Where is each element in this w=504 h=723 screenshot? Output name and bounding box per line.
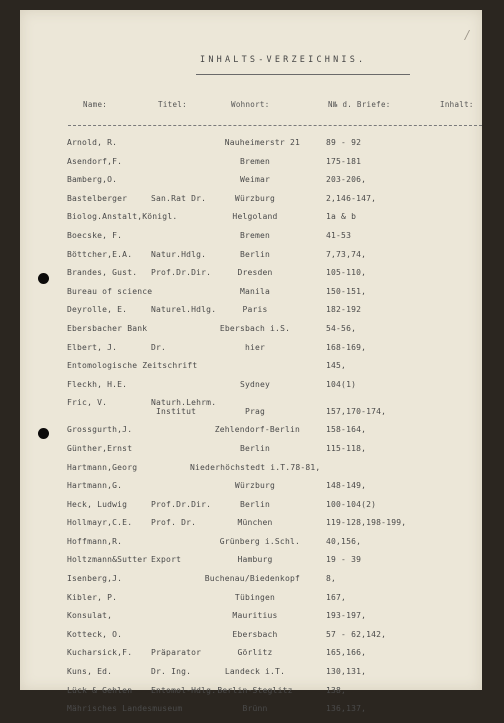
register-row [20, 138, 482, 157]
entry-place: Görlitz [237, 648, 273, 658]
register-row [20, 648, 482, 667]
entry-place: Zehlendorf-Berlin [214, 425, 300, 435]
title-underline [196, 74, 410, 75]
entry-place: Prag [244, 407, 266, 417]
entry-title: Naturh.Lehrm. Institut [151, 398, 217, 417]
entry-letter-numbers: 193-197, [326, 611, 367, 621]
entry-place: Paris [242, 305, 268, 315]
register-row [20, 157, 482, 176]
register-row [20, 537, 482, 556]
entry-name: Kuns, Ed. [67, 667, 113, 677]
entry-place: Tübingen [234, 592, 276, 602]
register-row [20, 667, 482, 686]
entry-name: Deyrolle, E. [67, 305, 128, 315]
entry-place: München [237, 518, 273, 528]
register-row [20, 500, 482, 519]
entry-place: hier [244, 342, 266, 352]
register-row [20, 380, 482, 399]
entry-letter-numbers: 130,131, [326, 667, 367, 677]
register-row [20, 611, 482, 630]
entry-place: Helgoland [232, 212, 278, 222]
entry-letter-numbers: 168-169, [326, 342, 367, 352]
entry-place: Bremen [239, 230, 271, 240]
entry-title: Präparator [151, 648, 202, 658]
register-row [20, 324, 482, 343]
entry-name: Hartmann,Georg [67, 462, 138, 472]
entry-name: Hartmann,G. [67, 481, 123, 491]
entry-letter-numbers: 175-181 [326, 156, 362, 166]
entry-place: Buchenau/Biedenkopf [204, 574, 300, 584]
register-row [20, 425, 482, 444]
entry-title: Natur.Hdlg. [151, 249, 207, 259]
entry-name: Elbert, J. [67, 342, 118, 352]
entry-letter-numbers: 138, [326, 685, 347, 695]
entry-place: Dresden [237, 268, 273, 278]
entry-name: Böttcher,E.A. [67, 249, 133, 259]
entry-name: Heck, Ludwig [67, 499, 128, 509]
entry-name: Bamberg,O. [67, 175, 118, 185]
entry-letter-numbers: 7,73,74, [326, 249, 367, 259]
register-row [20, 343, 482, 362]
header-wohnort: Wohnort: [231, 100, 270, 109]
entry-place: Würzburg [234, 193, 276, 203]
entry-name: Kotteck, O. [67, 629, 123, 639]
entry-place: Mauritius [232, 611, 278, 621]
entry-letter-numbers: 89 - 92 [326, 138, 362, 147]
header-titel: Titel: [158, 100, 187, 109]
entry-letter-numbers: 2,146-147, [326, 193, 377, 203]
register-row [20, 555, 482, 574]
entry-letter-numbers: 157,170-174, [326, 407, 387, 417]
register-row [20, 463, 482, 482]
entry-letter-numbers: 136,137, [326, 704, 367, 714]
entry-name: Asendorf,F. [67, 156, 123, 166]
entry-letter-numbers: 54-56, [326, 323, 357, 333]
entry-title: Dr. Ing. [151, 667, 192, 677]
register-row [20, 630, 482, 649]
register-row [20, 212, 482, 231]
entry-name: Grossgurth,J. [67, 425, 133, 435]
entry-letter-numbers: 19 - 39 [326, 555, 362, 565]
entry-letter-numbers: 150-151, [326, 286, 367, 296]
entry-place: Manila [239, 286, 271, 296]
entry-letter-numbers: 105-110, [326, 268, 367, 278]
entry-name: Kibler, P. [67, 592, 118, 602]
entry-name: Boecske, F. [67, 230, 123, 240]
entry-name: Brandes, Gust. [67, 268, 138, 278]
entry-title: Dr. [151, 342, 167, 352]
entry-name: Entomologische Zeitschrift [67, 361, 198, 371]
entry-letter-numbers: 158-164, [326, 425, 367, 435]
register-row [20, 194, 482, 213]
register-row [20, 574, 482, 593]
header-name: Name: [83, 100, 108, 109]
pencil-annotation: / [465, 28, 470, 42]
entry-letter-numbers: 165,166, [326, 648, 367, 658]
entry-name: Fleckh, H.E. [67, 379, 128, 389]
header-inhalt: Inhalt: [440, 100, 474, 109]
entry-place: Hamburg [237, 555, 273, 565]
entry-title: San.Rat Dr. [151, 193, 207, 203]
entry-letter-numbers: 104(1) [326, 379, 357, 389]
entry-place: Bremen [239, 156, 271, 166]
entry-letter-numbers: 100-104(2) [326, 499, 377, 509]
register-row [20, 268, 482, 287]
entry-place: Ebersbach i.S. [219, 323, 291, 333]
register-row [20, 704, 482, 723]
register-row [20, 398, 482, 425]
entry-letter-numbers: 8, [326, 574, 337, 584]
entry-title: Prof.Dr.Dir. [151, 268, 212, 278]
header-briefe: N№ d. Briefe: [328, 100, 391, 109]
entry-title: Naturel.Hdlg. [151, 305, 217, 315]
register-list [20, 138, 482, 723]
header-divider [68, 125, 482, 126]
entry-name: Günther,Ernst [67, 443, 133, 453]
entry-name: Holtzmann&Sutter [67, 555, 148, 565]
entry-title: Prof. Dr. [151, 518, 197, 528]
register-row [20, 175, 482, 194]
entry-name: Mährisches Landesmuseum [67, 704, 183, 714]
entry-letter-numbers: 182-192 [326, 305, 362, 315]
entry-name: Hollmayr,C.E. [67, 518, 133, 528]
entry-letter-numbers: 1a & b [326, 212, 357, 222]
entry-name: Isenberg,J. [67, 574, 123, 584]
register-row [20, 361, 482, 380]
entry-letter-numbers: 148-149, [326, 481, 367, 491]
entry-name: Biolog.Anstalt,Königl. [67, 212, 178, 222]
entry-title: Prof.Dr.Dir. [151, 499, 212, 509]
entry-place: Niederhöchstedt i.T.78-81, [190, 462, 321, 472]
entry-name: Bastelberger [67, 193, 128, 203]
entry-name: Lück & Gehlen [67, 685, 133, 695]
document-page [20, 10, 482, 714]
entry-name: Ebersbacher Bank [67, 323, 148, 333]
register-row [20, 593, 482, 612]
register-row [20, 250, 482, 269]
page-title: INHALTS-VERZEICHNIS. [200, 55, 367, 65]
entry-place: Berlin [239, 249, 271, 259]
entry-place: Grünberg i.Schl. [219, 536, 300, 546]
entry-place: Nauheimerstr 21 [224, 138, 300, 147]
entry-name: Arnold, R. [67, 138, 118, 147]
entry-name: Bureau of science [67, 286, 153, 296]
entry-letter-numbers: 40,156, [326, 536, 362, 546]
entry-name: Kucharsick,F. [67, 648, 133, 658]
register-row [20, 686, 482, 705]
entry-place: Landeck i.T. [224, 667, 286, 677]
entry-place: Berlin-Steglitz [217, 685, 293, 695]
register-row [20, 231, 482, 250]
entry-place: Berlin [239, 443, 271, 453]
entry-name: Fric, V. [67, 398, 108, 408]
entry-letter-numbers: 119-128,198-199, [326, 518, 407, 528]
entry-place: Ebersbach [232, 629, 278, 639]
entry-title: Entomol-Hdlg. [151, 685, 217, 695]
entry-letter-numbers: 57 - 62,142, [326, 629, 387, 639]
entry-title: Export [151, 555, 182, 565]
entry-letter-numbers: 167, [326, 592, 347, 602]
entry-name: Hoffmann,R. [67, 536, 123, 546]
entry-letter-numbers: 41-53 [326, 230, 352, 240]
register-row [20, 518, 482, 537]
entry-letter-numbers: 203-206, [326, 175, 367, 185]
entry-place: Weimar [239, 175, 271, 185]
register-row [20, 481, 482, 500]
entry-place: Berlin [239, 499, 271, 509]
register-row [20, 287, 482, 306]
entry-name: Konsulat, [67, 611, 113, 621]
entry-place: Brünn [242, 704, 268, 714]
entry-letter-numbers: 115-118, [326, 443, 367, 453]
register-row [20, 305, 482, 324]
entry-letter-numbers: 145, [326, 361, 347, 371]
entry-place: Sydney [239, 379, 271, 389]
entry-place: Würzburg [234, 481, 276, 491]
register-row [20, 444, 482, 463]
